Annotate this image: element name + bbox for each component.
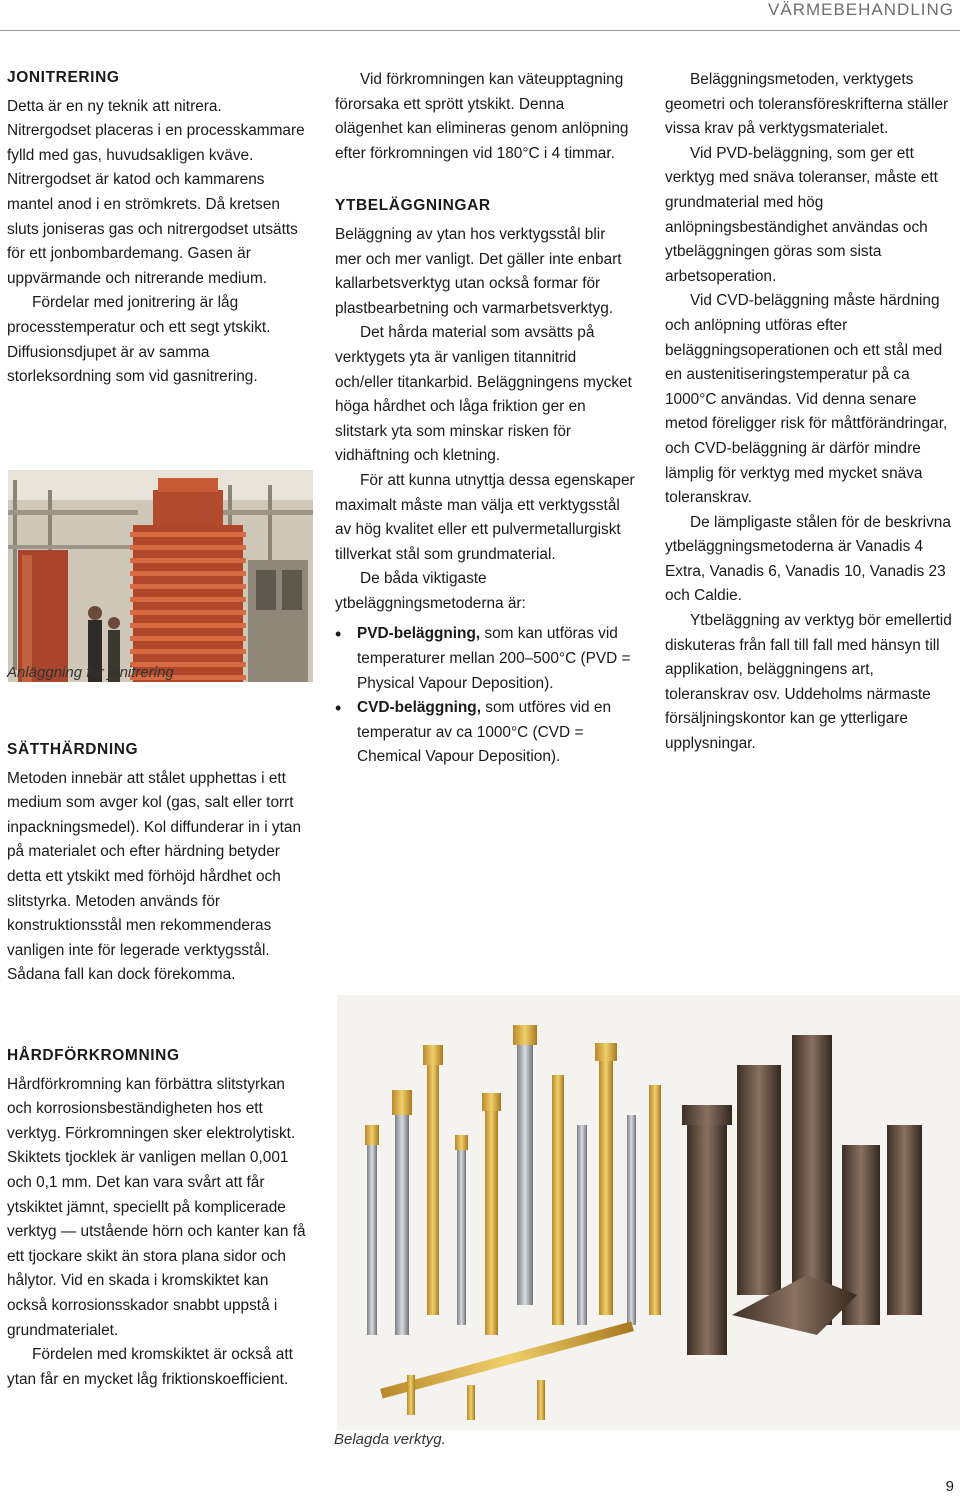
- ytbelaggningar-paragraph-1: Beläggning av ytan hos verktygsstål blir mer och mer vanligt. Det gäller inte enbart kallarbetsverktyg utan också formar för plastbearbetning och varmarbetsverktyg.: [335, 225, 622, 317]
- column-2: [335, 68, 635, 770]
- ytbelaggningar-paragraph-3: För att kunna utnyttja dessa egenskaper maximalt måste man välja ett verktygsstål av hög kvalitet eller ett pulvermetallurgiskt tillverkat stål som grundmaterial.: [335, 471, 635, 563]
- hardforkromning-paragraph-2: Fördelen med kromskiktet är också att ytan får en mycket låg friktionskoefficient.: [7, 1346, 293, 1388]
- caption-coated-tools: Belagda verktyg.: [334, 1431, 446, 1448]
- heading-satthardning: SÄTTHÄRDNING: [7, 741, 139, 758]
- header-rule: [0, 30, 960, 31]
- jonitrering-paragraph-2: Fördelar med jonitrering är låg processtemperatur och ett segt ytskikt. Diffusionsdjupet är av samma storleksordning som vid gasnitrering.: [7, 294, 271, 386]
- list-item: • CVD-beläggning, som utföres vid en temperatur av ca 1000°C (CVD = Chemical Vapour Deposition).: [335, 696, 635, 770]
- hardforkromning-paragraph-1: Hårdförkromning kan förbättra slitstyrkan och korrosionsbeständigheten hos ett verktyg. Förkromningen sker elektrolytiskt. Skiktets tjocklek är vanligen mellan 0,001 och 0,1 mm. Det kan vara svårt att får ytskiktet jämnt, speciellt på komplicerade verktyg — utstående hörn och kanter kan få ett tjockare skikt än stora plana sidor och hålytor. Vid en skada i kromskiktet kan också korrosionsskador snabbt uppstå i grundmaterialet.: [7, 1075, 306, 1339]
- col3-paragraph-1: Beläggningsmetoden, verktygets geometri och toleransföreskrifterna ställer vissa krav på verktygsmaterialet.: [665, 71, 949, 138]
- caption-ion-nitriding-plant: Anläggning för jonitrering: [7, 664, 174, 681]
- col3-paragraph-3: Vid CVD-beläggning måste härdning och anlöpning utföras efter beläggningsoperationen och ett stål med en austenitiseringstemperatur på ca 1000°C användas. Vid denna senare metod föreligger risk för måttförändringar, och CVD-beläggning är därför mindre lämplig för verktyg med mycket snäva toleranskrav.: [665, 292, 948, 507]
- section-jonitrering: [7, 66, 307, 390]
- list-item: • PVD-beläggning, som kan utföras vid temperaturer mellan 200–500°C (PVD = Physical Vapour Deposition).: [335, 622, 635, 696]
- heading-hardforkromning: HÅRDFÖRKROMNING: [7, 1047, 180, 1064]
- ytbelaggningar-paragraph-4: De båda viktigaste ytbeläggningsmetoderna är:: [335, 570, 526, 612]
- coating-methods-list: [335, 622, 635, 770]
- page-number: 9: [945, 1478, 954, 1495]
- col3-paragraph-4: De lämpligaste stålen för de beskrivna ytbeläggningsmetoderna är Vanadis 4 Extra, Vanadis 6, Vanadis 10, Vanadis 23 och Caldie.: [665, 513, 951, 605]
- ion-nitriding-plant-photo: [8, 470, 313, 682]
- ytbelaggningar-paragraph-2: Det hårda material som avsätts på verktygets yta är vanligen titannitrid och/eller titankarbid. Beläggningens mycket höga hårdhet och låga friktion ger en slitstark yta som minskar risken för vidhäftning och kletning.: [335, 324, 632, 465]
- section-hardforkromning: [7, 1044, 307, 1392]
- heading-ytbelaggningar: YTBELÄGGNINGAR: [335, 197, 491, 215]
- heading-jonitrering: JONITRERING: [7, 69, 120, 86]
- col3-paragraph-2: Vid PVD-beläggning, som ger ett verktyg med snäva toleranser, måste ett grundmaterial med hög anlöpningsbeständighet användas och ytbeläggningen göras som sista arbetsoperation.: [665, 144, 938, 285]
- col3-paragraph-5: Ytbeläggning av verktyg bör emellertid diskuteras från fall till fall med hänsyn till applikation, beläggningens art, toleranskrav osv. Uddeholms närmaste försäljningskontor kan ge ytterligare upplysningar.: [665, 612, 952, 753]
- coated-tools-photo: [337, 995, 960, 1430]
- running-header: VÄRMEBEHANDLING: [768, 0, 954, 19]
- chromium-intro-paragraph: Vid förkromningen kan väteupptagning förorsaka ett sprött ytskikt. Denna olägenhet kan elimineras genom anlöpning efter förkromningen vid 180°C i 4 timmar.: [335, 71, 629, 162]
- section-satthardning: [7, 738, 307, 988]
- satthardning-paragraph-1: Metoden innebär att stålet upphettas i ett medium som avger kol (gas, salt eller torrt inpackningsmedel). Kol diffunderar in i ytan på materialet och efter härdning betyder detta ett ytskikt med förhöjd hårdhet och slitstyrka. Metoden används för konstruktionsstål men rekommenderas vanligen inte för legerade verktygsstål. Sådana fall kan dock förekomma.: [7, 769, 302, 984]
- jonitrering-paragraph-1: Detta är en ny teknik att nitrera. Nitrergodset placeras i en processkammare fylld med gas, huvudsakligen kväve. Nitrergodset är katod och kammarens mantel anod i en strömkrets. Då kretsen sluts joniseras gas och nitrergodset utsätts för ett jonbombardemang. Gasen är uppvärmande och nitrerande medium.: [7, 97, 305, 287]
- column-3: [665, 68, 960, 757]
